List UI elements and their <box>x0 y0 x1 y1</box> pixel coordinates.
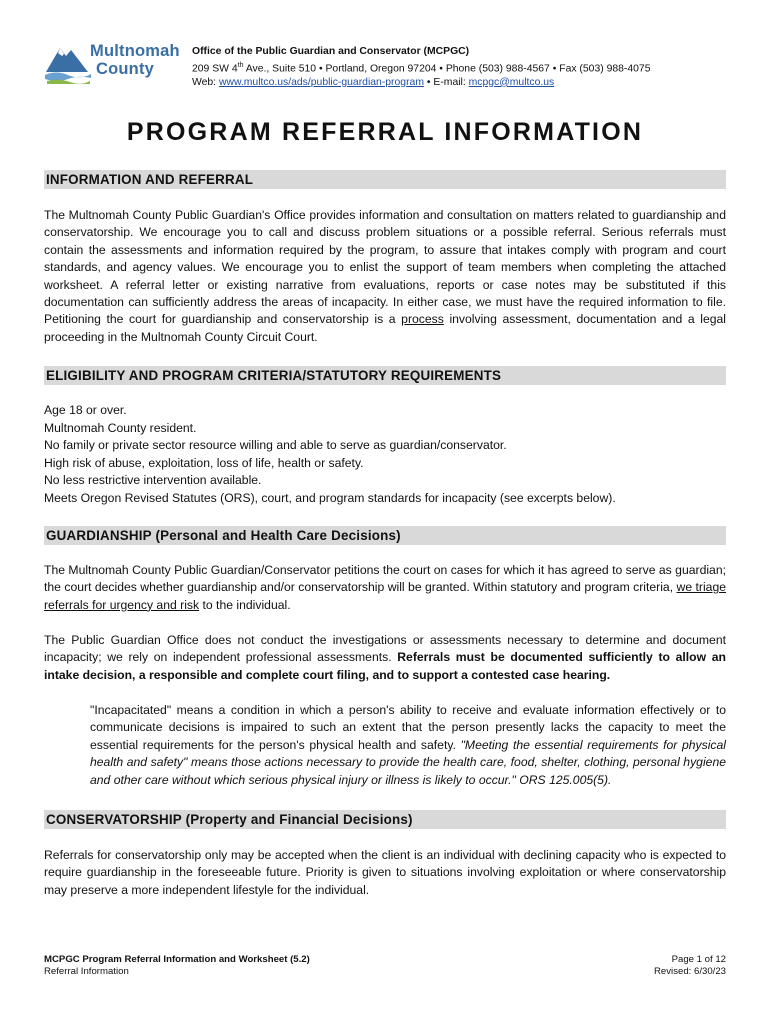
section-heading-information: INFORMATION AND REFERRAL <box>44 170 726 189</box>
assessment-text: The Public Guardian Office does not conduct the investigations or assessments necessary to determine and document incapacity; we rely on independent professional assessments. <box>44 633 726 665</box>
email-label: • E-mail: <box>423 76 469 88</box>
guardianship-paragraph-1 <box>44 562 726 614</box>
quote-text: "Incapacitated" means a condition in which a person's ability to receive and evaluate information effectively or to communicate decisions is impaired to such an extent that the person presently lacks the capacity to meet the essential requirements for the person's physical health and safety. <box>90 703 726 752</box>
conservatorship-heading-rest: (Property and Financial Decisions) <box>181 812 413 827</box>
footer-right <box>654 954 726 979</box>
process-underlined: process <box>401 312 444 327</box>
information-paragraph <box>44 207 726 346</box>
address-part: 209 SW 4 <box>192 63 238 75</box>
information-text: The Multnomah County Public Guardian's Office provides information and consultation on matters related to guardianship and conservatorship. We encourage you to call and discuss problem situations or a possible referral. Serious referrals must contain the assessments and information required by the program, to assure that intakes comply with program and court standards, and agency values. We encourage you to enlist the support of team members when completing the attached worksheet. A referral letter or existing narrative from evaluations, reports or case notes may be substituted if this documentation can sufficiently address the areas of incapacity. In either case, we must have the required information to file. Petitioning the court for guardianship and conservatorship is a <box>44 208 726 327</box>
incapacitated-definition-quote <box>90 702 726 789</box>
conservatorship-paragraph: Referrals for conservatorship only may be accepted when the client is an individual with declining capacity who is expected to require guardianship in the foreseeable future. Priority is given to situations involving exploitation or where conservatorship may preserve a more independent lifestyle for the individual. <box>44 848 726 897</box>
triage-underlined: we triage referrals for urgency and risk <box>44 580 726 612</box>
list-item: No family or private sector resource willing and able to serve as guardian/conservator. <box>44 438 507 453</box>
list-item: High risk of abuse, exploitation, loss of life, health or safety. <box>44 455 364 470</box>
guardianship-text: The Multnomah County Public Guardian/Conservator petitions the court on cases for which it has agreed to serve as guardian; the court decides whether guardianship and/or conservatorship will be granted. Within statutory and program criteria, <box>44 563 726 595</box>
list-item: Age 18 or over. <box>44 403 127 417</box>
information-text-end: involving assessment, documentation and a legal proceeding in the Multnomah County Circuit Court. <box>44 312 727 344</box>
web-label: Web: <box>192 76 219 88</box>
office-name: Office of the Public Guardian and Conservator (MCPGC) <box>192 46 470 57</box>
list-item: Meets Oregon Revised Statutes (ORS), court, and program standards for incapacity (see excerpts below). <box>44 490 616 505</box>
guardianship-heading-bold: GUARDIANSHIP <box>46 528 152 543</box>
email-link[interactable]: mcpgc@multco.us <box>468 76 555 88</box>
guardianship-text-end: to the individual. <box>199 597 291 612</box>
mountain-logo-icon <box>44 40 94 86</box>
office-address <box>192 59 732 76</box>
guardianship-heading-rest: (Personal and Health Care Decisions) <box>151 528 401 543</box>
office-header <box>192 45 732 89</box>
footer-section-name: Referral Information <box>44 966 129 978</box>
website-link[interactable]: www.multco.us/ads/public-guardian-program <box>218 76 424 88</box>
county-logo <box>44 40 184 86</box>
section-heading-conservatorship <box>44 810 726 829</box>
section-heading-eligibility: ELIGIBILITY AND PROGRAM CRITERIA/STATUTORY REQUIREMENTS <box>44 366 726 385</box>
footer-left <box>44 954 310 979</box>
quote-italic: "Meeting the essential requirements for physical health and safety" means those actions necessary to provide the health care, food, shelter, clothing, personal hygiene and other care without which serious physical injury or illness is likely to occur." <box>90 737 726 787</box>
statute-citation: ORS 125.005(5). <box>515 772 612 787</box>
list-item: No less restrictive intervention available. <box>44 473 262 488</box>
section-heading-guardianship <box>44 526 726 545</box>
address-rest: Ave., Suite 510 • Portland, Oregon 97204 • Phone (503) 988-4567 • Fax (503) 988-4075 <box>243 63 651 75</box>
revision-date: Revised: 6/30/23 <box>654 966 726 978</box>
logo-text-line2: County <box>96 60 155 78</box>
conservatorship-heading-bold: CONSERVATORSHIP <box>46 812 182 827</box>
address-superscript: th <box>237 61 244 69</box>
office-contact <box>192 76 732 90</box>
list-item: Multnomah County resident. <box>44 420 197 435</box>
document-title: PROGRAM REFERRAL INFORMATION <box>126 118 644 146</box>
page-number: Page 1 of 12 <box>671 954 726 965</box>
logo-text-line1: Multnomah <box>90 42 180 60</box>
guardianship-paragraph-2 <box>44 632 726 684</box>
footer-document-title: MCPGC Program Referral Information and Worksheet (5.2) <box>44 954 310 965</box>
eligibility-list <box>44 402 726 508</box>
referral-requirement-bold: Referrals must be documented sufficiently to allow an intake decision, a responsible and complete court filing, and to support a contested case hearing. <box>44 650 726 682</box>
